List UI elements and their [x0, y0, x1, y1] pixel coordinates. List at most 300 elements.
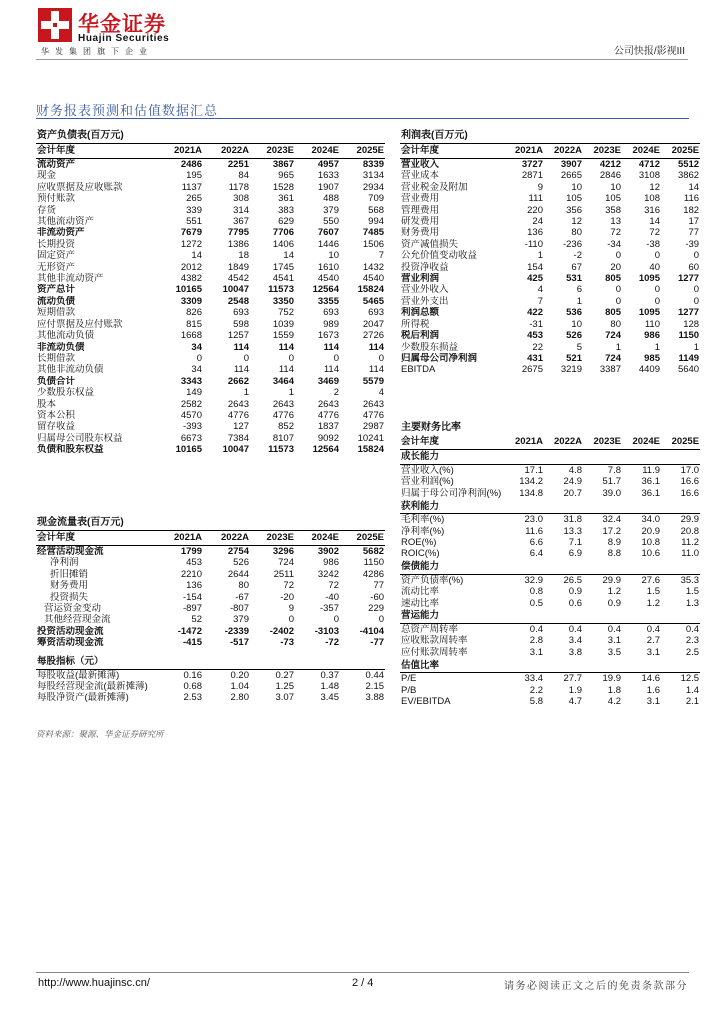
row-label: 股本 — [37, 398, 57, 410]
table-row — [400, 488, 700, 499]
row-value: 383 — [278, 204, 294, 216]
row-label: 每股净资产(最新摊薄) — [37, 692, 129, 704]
row-value: 2047 — [362, 318, 385, 330]
row-value: 367 — [233, 216, 249, 228]
row-value: 10047 — [222, 444, 249, 456]
row-value: 1.5 — [646, 586, 660, 598]
header-year: 2023E — [583, 144, 622, 159]
row-label: 其他经营现金流 — [44, 614, 111, 626]
table-row — [400, 465, 700, 477]
row-value: 709 — [368, 193, 385, 205]
table-row — [36, 546, 385, 558]
table-row — [36, 284, 385, 295]
row-value: 52 — [191, 614, 202, 626]
row-value: 2665 — [560, 170, 582, 182]
row-value: 4570 — [180, 409, 202, 421]
row-value: 0.37 — [320, 669, 339, 681]
header-year: 2023E — [250, 531, 295, 546]
row-value: -897 — [182, 603, 202, 615]
table-row — [36, 387, 385, 398]
row-value: 2934 — [362, 181, 385, 193]
row-label: 投资净收益 — [401, 261, 449, 273]
row-value: 84 — [238, 170, 249, 182]
row-value: 16.6 — [680, 476, 700, 488]
row-value: 5579 — [362, 375, 385, 387]
row-value: 0 — [378, 352, 385, 364]
row-value: 27.6 — [641, 574, 660, 586]
row-value: 1178 — [228, 181, 249, 193]
row-value: -40 — [325, 591, 339, 603]
row-value: 32.9 — [524, 574, 543, 586]
row-value: 1528 — [272, 181, 294, 193]
report-type: 公司快报/影视III — [613, 46, 685, 57]
row-value: 1 — [654, 341, 660, 353]
table-row — [36, 364, 385, 375]
row-label: 研发费用 — [401, 216, 440, 228]
row-value: 1 — [243, 387, 249, 399]
row-value: 2643 — [362, 398, 385, 410]
row-value: 17.0 — [680, 465, 700, 476]
row-value: 2675 — [521, 364, 543, 376]
row-value: 5640 — [677, 364, 700, 376]
row-value: 1386 — [227, 238, 249, 250]
row-value: 114 — [323, 364, 339, 376]
row-value: 4712 — [638, 159, 660, 170]
row-value: 0.4 — [685, 624, 700, 636]
row-value: 36.1 — [641, 476, 660, 488]
row-value: 693 — [368, 307, 385, 319]
row-value: 3.45 — [320, 692, 339, 704]
row-value: 3387 — [599, 364, 621, 376]
footer-divider — [36, 972, 689, 973]
row-value: 7795 — [227, 227, 249, 239]
row-label: 资本公积 — [37, 409, 76, 421]
row-value: -67 — [235, 591, 249, 603]
row-value: 1.2 — [607, 586, 621, 598]
table-caption-text: 主要财务比率 — [401, 422, 461, 434]
row-value: 314 — [233, 204, 249, 216]
row-value: -20 — [280, 591, 294, 603]
row-value: 1907 — [317, 181, 339, 193]
row-value: 17 — [688, 216, 700, 228]
row-value: 4776 — [272, 409, 294, 421]
table-caption — [400, 421, 700, 435]
row-value: -34 — [607, 238, 621, 250]
table-row — [400, 514, 700, 526]
row-label: 负债合计 — [37, 375, 76, 387]
row-value: 2644 — [227, 568, 249, 580]
row-value: 425 — [527, 273, 543, 285]
per-share-caption — [36, 655, 385, 670]
row-value: 0 — [378, 614, 385, 626]
row-value: 51.7 — [602, 476, 621, 488]
row-value: 826 — [186, 307, 202, 319]
row-value: 7.1 — [568, 537, 582, 549]
table-row — [36, 626, 385, 637]
row-value: 13.3 — [563, 525, 582, 537]
row-value: 4957 — [317, 159, 339, 170]
row-value: -415 — [182, 637, 202, 649]
row-label: 流动负债 — [37, 295, 76, 307]
row-value: 10.6 — [641, 548, 660, 560]
brand-tagline: 华发集团旗下企业 — [41, 47, 153, 56]
row-value: 3.1 — [646, 646, 660, 658]
row-value: 34.0 — [641, 514, 660, 526]
row-value: 11.2 — [681, 537, 700, 549]
row-value: 8339 — [362, 159, 385, 170]
table-row — [400, 330, 700, 341]
row-value: 0.4 — [529, 624, 543, 636]
header-year: 2023E — [583, 435, 622, 450]
table-row — [400, 273, 700, 284]
row-value: 358 — [605, 204, 621, 216]
row-label: 其他非流动资产 — [37, 273, 104, 285]
row-value: 3134 — [362, 170, 385, 182]
row-value: 3.07 — [275, 692, 294, 704]
row-value: 20.7 — [563, 487, 582, 499]
row-value: -154 — [182, 591, 202, 603]
row-value: 16.6 — [680, 487, 700, 499]
row-value: 3343 — [180, 375, 202, 387]
row-value: 1.8 — [607, 684, 621, 696]
table-row — [36, 592, 385, 603]
row-value: 693 — [233, 307, 249, 319]
row-value: 0 — [693, 295, 700, 307]
row-label: 少数股东权益 — [37, 387, 95, 399]
row-value: 14 — [191, 250, 202, 262]
row-value: 3242 — [317, 568, 339, 580]
row-value: 994 — [368, 216, 385, 228]
row-label: 每股经营现金流(最新摊薄) — [37, 681, 148, 693]
section-title: 财务报表预测和估值数据汇总 — [36, 103, 219, 118]
row-value: 1039 — [272, 318, 294, 330]
table-row — [400, 170, 700, 181]
ratio-group-title — [400, 658, 700, 673]
row-value: 3219 — [560, 364, 582, 376]
table-row — [36, 342, 385, 353]
row-value: -110 — [524, 238, 543, 250]
header-year: 2025E — [661, 144, 700, 159]
row-value: 1432 — [362, 261, 385, 273]
row-value: 805 — [605, 307, 621, 319]
header-year: 2025E — [340, 531, 385, 546]
table-row — [36, 193, 385, 204]
row-value: 1.04 — [230, 681, 249, 693]
table-row — [36, 227, 385, 238]
table-row — [36, 319, 385, 330]
row-value: 36.1 — [641, 487, 660, 499]
row-value: 23.0 — [524, 514, 543, 526]
table-header-row — [36, 531, 385, 546]
row-value: -517 — [229, 637, 249, 649]
row-label: 其他流动资产 — [37, 216, 95, 228]
row-value: 2662 — [227, 375, 249, 387]
row-value: 24 — [532, 216, 543, 228]
row-value: 114 — [233, 341, 249, 353]
row-value: 4776 — [227, 409, 249, 421]
row-value: 724 — [605, 352, 621, 364]
row-value: 2.3 — [685, 635, 700, 647]
row-value: 39.0 — [602, 487, 621, 499]
row-value: 2643 — [317, 398, 339, 410]
row-value: 14.6 — [641, 673, 660, 685]
row-value: 453 — [186, 557, 202, 569]
row-value: 0.4 — [646, 624, 660, 636]
row-value: 10047 — [222, 284, 249, 296]
row-value: 1150 — [363, 557, 385, 569]
row-value: 3.1 — [529, 646, 543, 658]
row-label: 短期借款 — [37, 307, 76, 319]
row-label: 营业外收入 — [401, 284, 449, 296]
table-row — [36, 669, 385, 681]
row-value: 10165 — [175, 284, 202, 296]
row-value: 67 — [571, 261, 582, 273]
table-row — [36, 692, 385, 703]
row-value: 0 — [333, 352, 339, 364]
row-label: 资产负债率(%) — [401, 574, 464, 586]
row-value: 10 — [571, 181, 582, 193]
table-row — [36, 376, 385, 387]
row-value: 4 — [537, 284, 543, 296]
table-row — [36, 205, 385, 216]
row-value: 2486 — [180, 159, 202, 170]
row-value: 15824 — [357, 444, 385, 456]
row-value: 9092 — [317, 432, 339, 444]
row-value: 568 — [368, 204, 385, 216]
row-value: 2643 — [227, 398, 249, 410]
row-value: 4409 — [638, 364, 660, 376]
table-row — [400, 342, 700, 353]
row-value: 0 — [654, 295, 660, 307]
row-label: 归属母公司净利润 — [401, 352, 478, 364]
table-row — [36, 170, 385, 181]
row-value: 18 — [238, 250, 249, 262]
row-value: 598 — [233, 318, 249, 330]
ratio-group-title — [400, 450, 700, 465]
table-row — [400, 250, 700, 261]
header-year: 2024E — [622, 144, 661, 159]
row-value: -2402 — [269, 625, 294, 637]
row-value: 521 — [566, 352, 582, 364]
row-label: 长期借款 — [37, 352, 76, 364]
row-label: 公允价值变动收益 — [401, 250, 478, 262]
table-row — [36, 182, 385, 193]
row-value: 24.9 — [563, 476, 582, 488]
row-value: 7384 — [227, 432, 249, 444]
row-value: 154 — [527, 261, 543, 273]
row-value: 8.8 — [607, 548, 621, 560]
row-label: 固定资产 — [37, 250, 76, 262]
row-value: 3296 — [272, 546, 294, 557]
table-caption-text: 资产负债表(百万元) — [36, 129, 385, 144]
row-value: 693 — [323, 307, 339, 319]
table-row — [36, 239, 385, 250]
header-label: 会计年度 — [36, 144, 156, 159]
table-row — [36, 557, 385, 568]
row-value: 5682 — [362, 546, 385, 557]
row-value: 1272 — [180, 238, 202, 250]
row-value: 3350 — [272, 295, 294, 307]
row-value: 1.2 — [646, 597, 660, 609]
row-value: 34 — [191, 341, 202, 353]
table-row — [36, 159, 385, 171]
row-value: 77 — [373, 580, 385, 592]
ratio-group-title — [400, 560, 700, 575]
row-value: 0 — [196, 352, 202, 364]
row-value: 10241 — [357, 432, 385, 444]
row-label: 财务费用 — [50, 580, 89, 592]
row-value: 551 — [186, 216, 202, 228]
row-value: 0 — [288, 614, 294, 626]
row-value: 4 — [378, 387, 385, 399]
row-value: 361 — [278, 193, 294, 205]
row-value: 6.9 — [568, 548, 582, 560]
row-value: 7485 — [362, 227, 385, 239]
row-value: 2012 — [180, 261, 202, 273]
row-value: 4542 — [227, 273, 249, 285]
header-year: 2021A — [156, 531, 203, 546]
row-value: 7 — [537, 295, 543, 307]
row-value: 11573 — [268, 284, 294, 296]
row-value: 1.5 — [685, 586, 700, 598]
row-value: 316 — [644, 204, 660, 216]
per-share-caption-text: 每股指标（元） — [36, 655, 385, 670]
row-value: 33.4 — [524, 673, 543, 685]
row-value: 1095 — [638, 307, 660, 319]
row-label: 营业收入 — [401, 159, 440, 170]
row-value: 5465 — [362, 295, 385, 307]
row-value: 1506 — [362, 238, 385, 250]
row-value: 3.4 — [568, 635, 582, 647]
row-value: 431 — [527, 352, 543, 364]
row-value: -38 — [646, 238, 660, 250]
row-value: 3309 — [180, 295, 202, 307]
row-value: 6 — [576, 284, 582, 296]
row-value: 7 — [378, 250, 385, 262]
row-value: 0 — [288, 352, 294, 364]
row-value: 2511 — [273, 568, 294, 580]
table-row — [36, 681, 385, 692]
table-row — [400, 476, 700, 487]
row-label: 留存收益 — [37, 421, 76, 433]
row-value: 8107 — [272, 432, 294, 444]
ratio-group-label: 获利能力 — [400, 499, 700, 514]
header-year: 2021A — [506, 144, 544, 159]
table-row — [400, 227, 700, 238]
row-label: 少数股东损益 — [401, 341, 459, 353]
table-row — [36, 580, 385, 591]
row-value: 149 — [186, 387, 202, 399]
table-row — [400, 307, 700, 318]
row-label: 其他非流动负债 — [37, 364, 104, 376]
row-value: 2 — [333, 387, 339, 399]
table-row — [400, 685, 700, 696]
row-value: 985 — [644, 352, 660, 364]
row-value: 29.9 — [602, 574, 621, 586]
row-value: 0 — [243, 352, 249, 364]
row-value: 2582 — [180, 398, 202, 410]
row-value: 2754 — [227, 546, 249, 557]
row-label: ROE(%) — [401, 537, 437, 549]
table-row — [400, 193, 700, 204]
header-year: 2023E — [250, 144, 295, 159]
row-value: 2.15 — [365, 681, 385, 693]
row-value: 1 — [576, 295, 582, 307]
row-label: 现金 — [37, 170, 57, 182]
row-label: EBITDA — [401, 364, 436, 376]
header-year: 2022A — [203, 531, 250, 546]
row-value: 13 — [610, 216, 621, 228]
row-value: 1277 — [677, 273, 700, 285]
row-value: 3.8 — [568, 646, 582, 658]
row-label: 存货 — [37, 204, 57, 216]
row-value: 2987 — [362, 421, 385, 433]
row-value: 182 — [683, 204, 700, 216]
row-value: 0 — [615, 295, 621, 307]
row-label: 归属母公司股东权益 — [37, 432, 123, 444]
row-label: 筹资活动现金流 — [37, 637, 104, 649]
row-value: 0.4 — [568, 624, 582, 636]
row-value: 453 — [527, 330, 543, 342]
table-row — [400, 239, 700, 250]
row-value: 1.48 — [320, 681, 339, 693]
row-value: 1446 — [317, 238, 339, 250]
row-label: 折旧摊销 — [50, 568, 89, 580]
header-year: 2021A — [156, 144, 203, 159]
row-label: 每股收益(最新摊薄) — [37, 669, 120, 681]
row-value: 815 — [186, 318, 202, 330]
row-value: 3.5 — [607, 646, 621, 658]
ratio-group-label: 成长能力 — [400, 450, 700, 465]
row-value: 72 — [610, 227, 621, 239]
row-value: 2.5 — [685, 646, 700, 658]
row-value: 1.6 — [646, 684, 660, 696]
row-value: 1.4 — [685, 684, 700, 696]
row-value: 3355 — [317, 295, 339, 307]
row-label: 财务费用 — [401, 227, 440, 239]
row-value: 3902 — [317, 546, 339, 557]
website-link[interactable]: http://www.huajinsc.cn/ — [38, 977, 150, 989]
logo-mark-icon — [38, 8, 72, 42]
row-value: 17.2 — [602, 525, 621, 537]
row-value: 1137 — [181, 181, 202, 193]
row-label: 预付账款 — [37, 193, 76, 205]
row-value: 986 — [323, 557, 339, 569]
header-year: 2024E — [622, 435, 661, 450]
table-row — [400, 296, 700, 307]
row-value: 3727 — [521, 159, 543, 170]
row-value: -357 — [319, 603, 339, 615]
row-value: 1150 — [678, 330, 700, 342]
row-value: 3.1 — [607, 635, 621, 647]
row-value: 536 — [566, 307, 582, 319]
row-value: 1277 — [677, 307, 700, 319]
row-label: P/E — [401, 673, 417, 685]
row-value: 14 — [688, 181, 700, 193]
income-statement-table — [400, 129, 700, 376]
row-value: 127 — [233, 421, 249, 433]
row-value: 989 — [323, 318, 339, 330]
row-label: 投资活动现金流 — [37, 625, 104, 637]
row-value: 6.6 — [529, 537, 543, 549]
table-header-row — [36, 144, 385, 159]
row-value: 422 — [527, 307, 543, 319]
row-value: 0.20 — [230, 669, 249, 681]
row-value: 339 — [186, 204, 202, 216]
row-value: 3867 — [272, 159, 294, 170]
table-row — [36, 353, 385, 364]
brand-name-cn: 华金证券 — [78, 13, 166, 36]
